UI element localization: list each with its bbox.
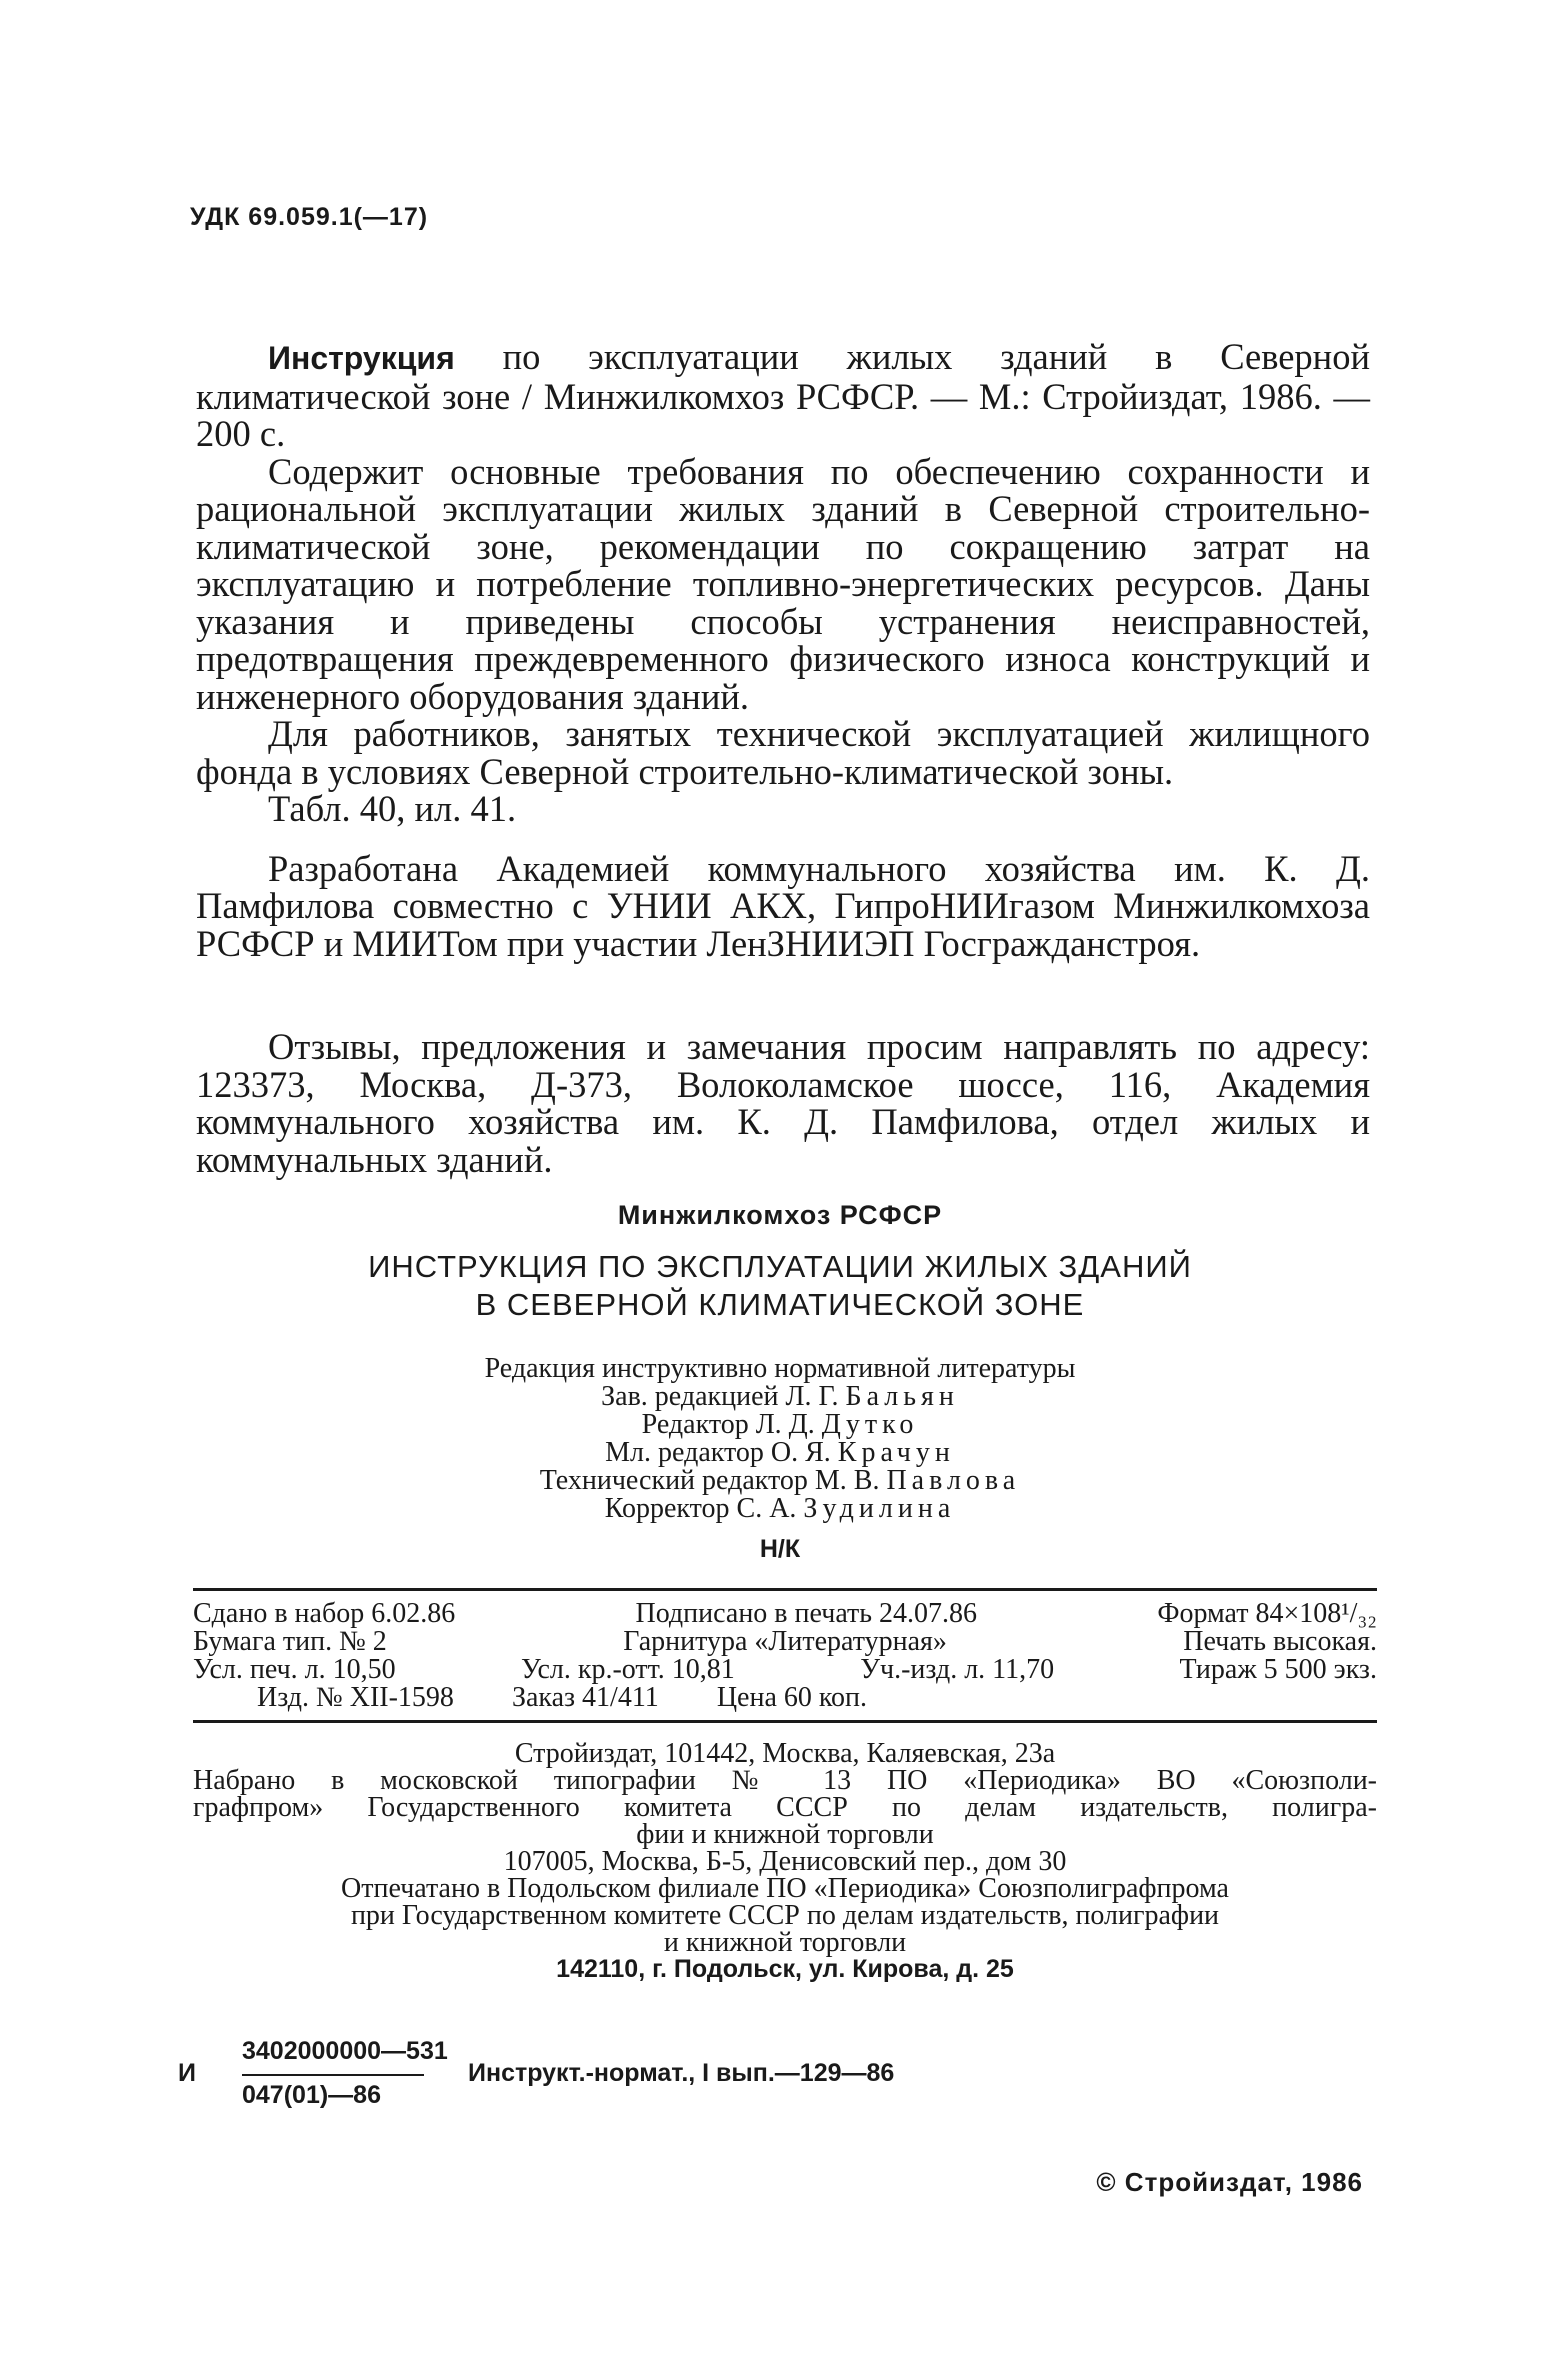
credits-head bbox=[150, 1383, 1410, 1411]
typeset-line: графпром» Государственного комитета СССР по делам издательств, полигра- bbox=[193, 1792, 1377, 1823]
feedback-text: Отзывы, предложения и замечания просим направлять по адресу: 123373, Москва, Д-373, Волоколамское шоссе, 116, Академия коммунального хозяйства им. К. Д. Памфилова, отдел жилых и коммунальных зданий. bbox=[196, 1026, 1370, 1180]
typeset-line: Набрано в московской типографии № 13 ПО «Периодика» ВО «Союзполи- bbox=[193, 1765, 1377, 1796]
udk-code: УДК 69.059.1(—17) bbox=[190, 203, 429, 231]
imprint-row bbox=[193, 1600, 1377, 1628]
imprint-cell: Подписано в печать 24.07.86 bbox=[635, 1598, 978, 1629]
copyright: © Стройиздат, 1986 bbox=[1096, 2167, 1363, 2197]
citation-lead: Инструкция bbox=[268, 340, 455, 376]
imprint-row bbox=[193, 1656, 1377, 1684]
credits-editor-label: Редактор Л. Д. bbox=[641, 1409, 815, 1440]
index-tail: Инструкт.-нормат., I вып.—129—86 bbox=[468, 2059, 895, 2087]
imprint-cell: Печать высокая. bbox=[1183, 1626, 1377, 1657]
printed-line: Отпечатано в Подольском филиале ПО «Периодика» Союзполиграфпрома bbox=[341, 1873, 1229, 1904]
credits-head-label: Зав. редакцией Л. Г. bbox=[601, 1381, 839, 1412]
imprint-cell: Тираж 5 500 экз. bbox=[1179, 1654, 1377, 1685]
book-title-line: В СЕВЕРНОЙ КЛИМАТИЧЕСКОЙ ЗОНЕ bbox=[475, 1287, 1085, 1322]
credits-tech-editor bbox=[150, 1467, 1410, 1495]
index-fraction bbox=[242, 2037, 448, 2066]
nk-mark: Н/К bbox=[759, 1535, 801, 1563]
imprint-cell: Цена 60 коп. bbox=[716, 1682, 868, 1713]
summary: Содержит основные требования по обеспечению сохранности и рациональной эксплуатации жилых зданий в Северной строительно-климатической зоне, рекомендации по сокращению затрат на эксплуатацию и потребление топливно-энергетических ресурсов. Даны указания и приведены способы устранения неисправностей, предотвращения преждевременного физического износа конструкций и инженерного оборудования зданий. bbox=[196, 450, 1370, 717]
credits-editor bbox=[150, 1411, 1410, 1439]
credits-head-name: Бальян bbox=[845, 1381, 959, 1412]
typeset-line: фии и книжной торговли bbox=[636, 1819, 934, 1850]
credits-junior-name: Крачун bbox=[837, 1437, 955, 1468]
imprint-cell: Гарнитура «Литературная» bbox=[623, 1626, 947, 1657]
imprint-cell: Уч.-изд. л. 11,70 bbox=[860, 1654, 1055, 1685]
publisher-address: Стройиздат, 101442, Москва, Каляевская, 23а bbox=[514, 1738, 1056, 1769]
feedback bbox=[196, 1028, 1370, 1178]
imprint-cell: Сдано в набор 6.02.86 bbox=[193, 1598, 456, 1629]
imprint-cell: Изд. № XII-1598 bbox=[257, 1682, 454, 1713]
credits-department: Редакция инструктивно нормативной литературы bbox=[484, 1353, 1076, 1384]
imprint-cell: Усл. кр.-отт. 10,81 bbox=[521, 1654, 735, 1685]
imprint bbox=[193, 1600, 1377, 1712]
imprint-cell: Формат 84×108¹/₃₂ bbox=[1157, 1598, 1377, 1629]
imprint-row bbox=[193, 1628, 1377, 1656]
credits-editor-name: Дутко bbox=[821, 1409, 919, 1440]
imprint-bottom-rule bbox=[193, 1720, 1377, 1723]
typeset-address: 107005, Москва, Б-5, Денисовский пер., дом 30 bbox=[503, 1846, 1067, 1877]
printed-address: 142110, г. Подольск, ул. Кирова, д. 25 bbox=[556, 1955, 1014, 1983]
imprint-top-rule bbox=[193, 1588, 1377, 1591]
imprint-cell: Заказ 41/411 bbox=[511, 1682, 659, 1713]
developed-by: Разработана Академией коммунального хозяйства им. К. Д. Памфилова совместно с УНИИ АКХ, ГипроНИИгазом Минжилкомхоза РСФСР и МИИТом при участии ЛенЗНИИЭП Госгражданстроя. bbox=[196, 847, 1370, 964]
index-letter: И bbox=[178, 2059, 196, 2087]
book-title-line: ИНСТРУКЦИЯ ПО ЭКСПЛУАТАЦИИ ЖИЛЫХ ЗДАНИЙ bbox=[368, 1249, 1192, 1284]
audience: Для работников, занятых технической эксплуатацией жилищного фонда в условиях Северной строительно-климатической зоны. bbox=[196, 713, 1370, 792]
imprint-cell: Бумага тип. № 2 bbox=[193, 1626, 387, 1657]
credits-tech-name: Павлова bbox=[886, 1465, 1021, 1496]
credits-tech-label: Технический редактор М. В. bbox=[539, 1465, 880, 1496]
citation-rest: по эксплуатации жилых зданий в Северной климатической зоне / Минжилкомхоз РСФСР. — М.: Стройиздат, 1986. — 200 с. bbox=[196, 336, 1370, 454]
imprint-cell: Усл. печ. л. 10,50 bbox=[193, 1654, 396, 1685]
citation bbox=[196, 338, 1370, 453]
index-fraction-bar bbox=[242, 2074, 424, 2076]
credits bbox=[150, 1355, 1410, 1523]
credits-proof-label: Корректор С. А. bbox=[604, 1493, 797, 1524]
credits-proof-name: Зудилина bbox=[803, 1493, 956, 1524]
credits-junior-editor bbox=[150, 1439, 1410, 1467]
tables-count: Табл. 40, ил. 41. bbox=[268, 788, 517, 829]
abstract bbox=[196, 338, 1370, 962]
printed-line: при Государственном комитете СССР по делам издательств, полиграфии bbox=[350, 1900, 1220, 1931]
credits-junior-label: Мл. редактор О. Я. bbox=[605, 1437, 831, 1468]
imprint-row bbox=[193, 1684, 1377, 1712]
publisher-org: Минжилкомхоз РСФСР bbox=[617, 1200, 943, 1230]
book-title bbox=[150, 1248, 1410, 1324]
index-numerator: 3402000000—531 bbox=[242, 2037, 448, 2065]
printed-line: и книжной торговли bbox=[663, 1927, 907, 1958]
index-denominator: 047(01)—86 bbox=[242, 2081, 381, 2109]
credits-proofreader bbox=[150, 1495, 1410, 1523]
printer-info bbox=[193, 1740, 1377, 1983]
